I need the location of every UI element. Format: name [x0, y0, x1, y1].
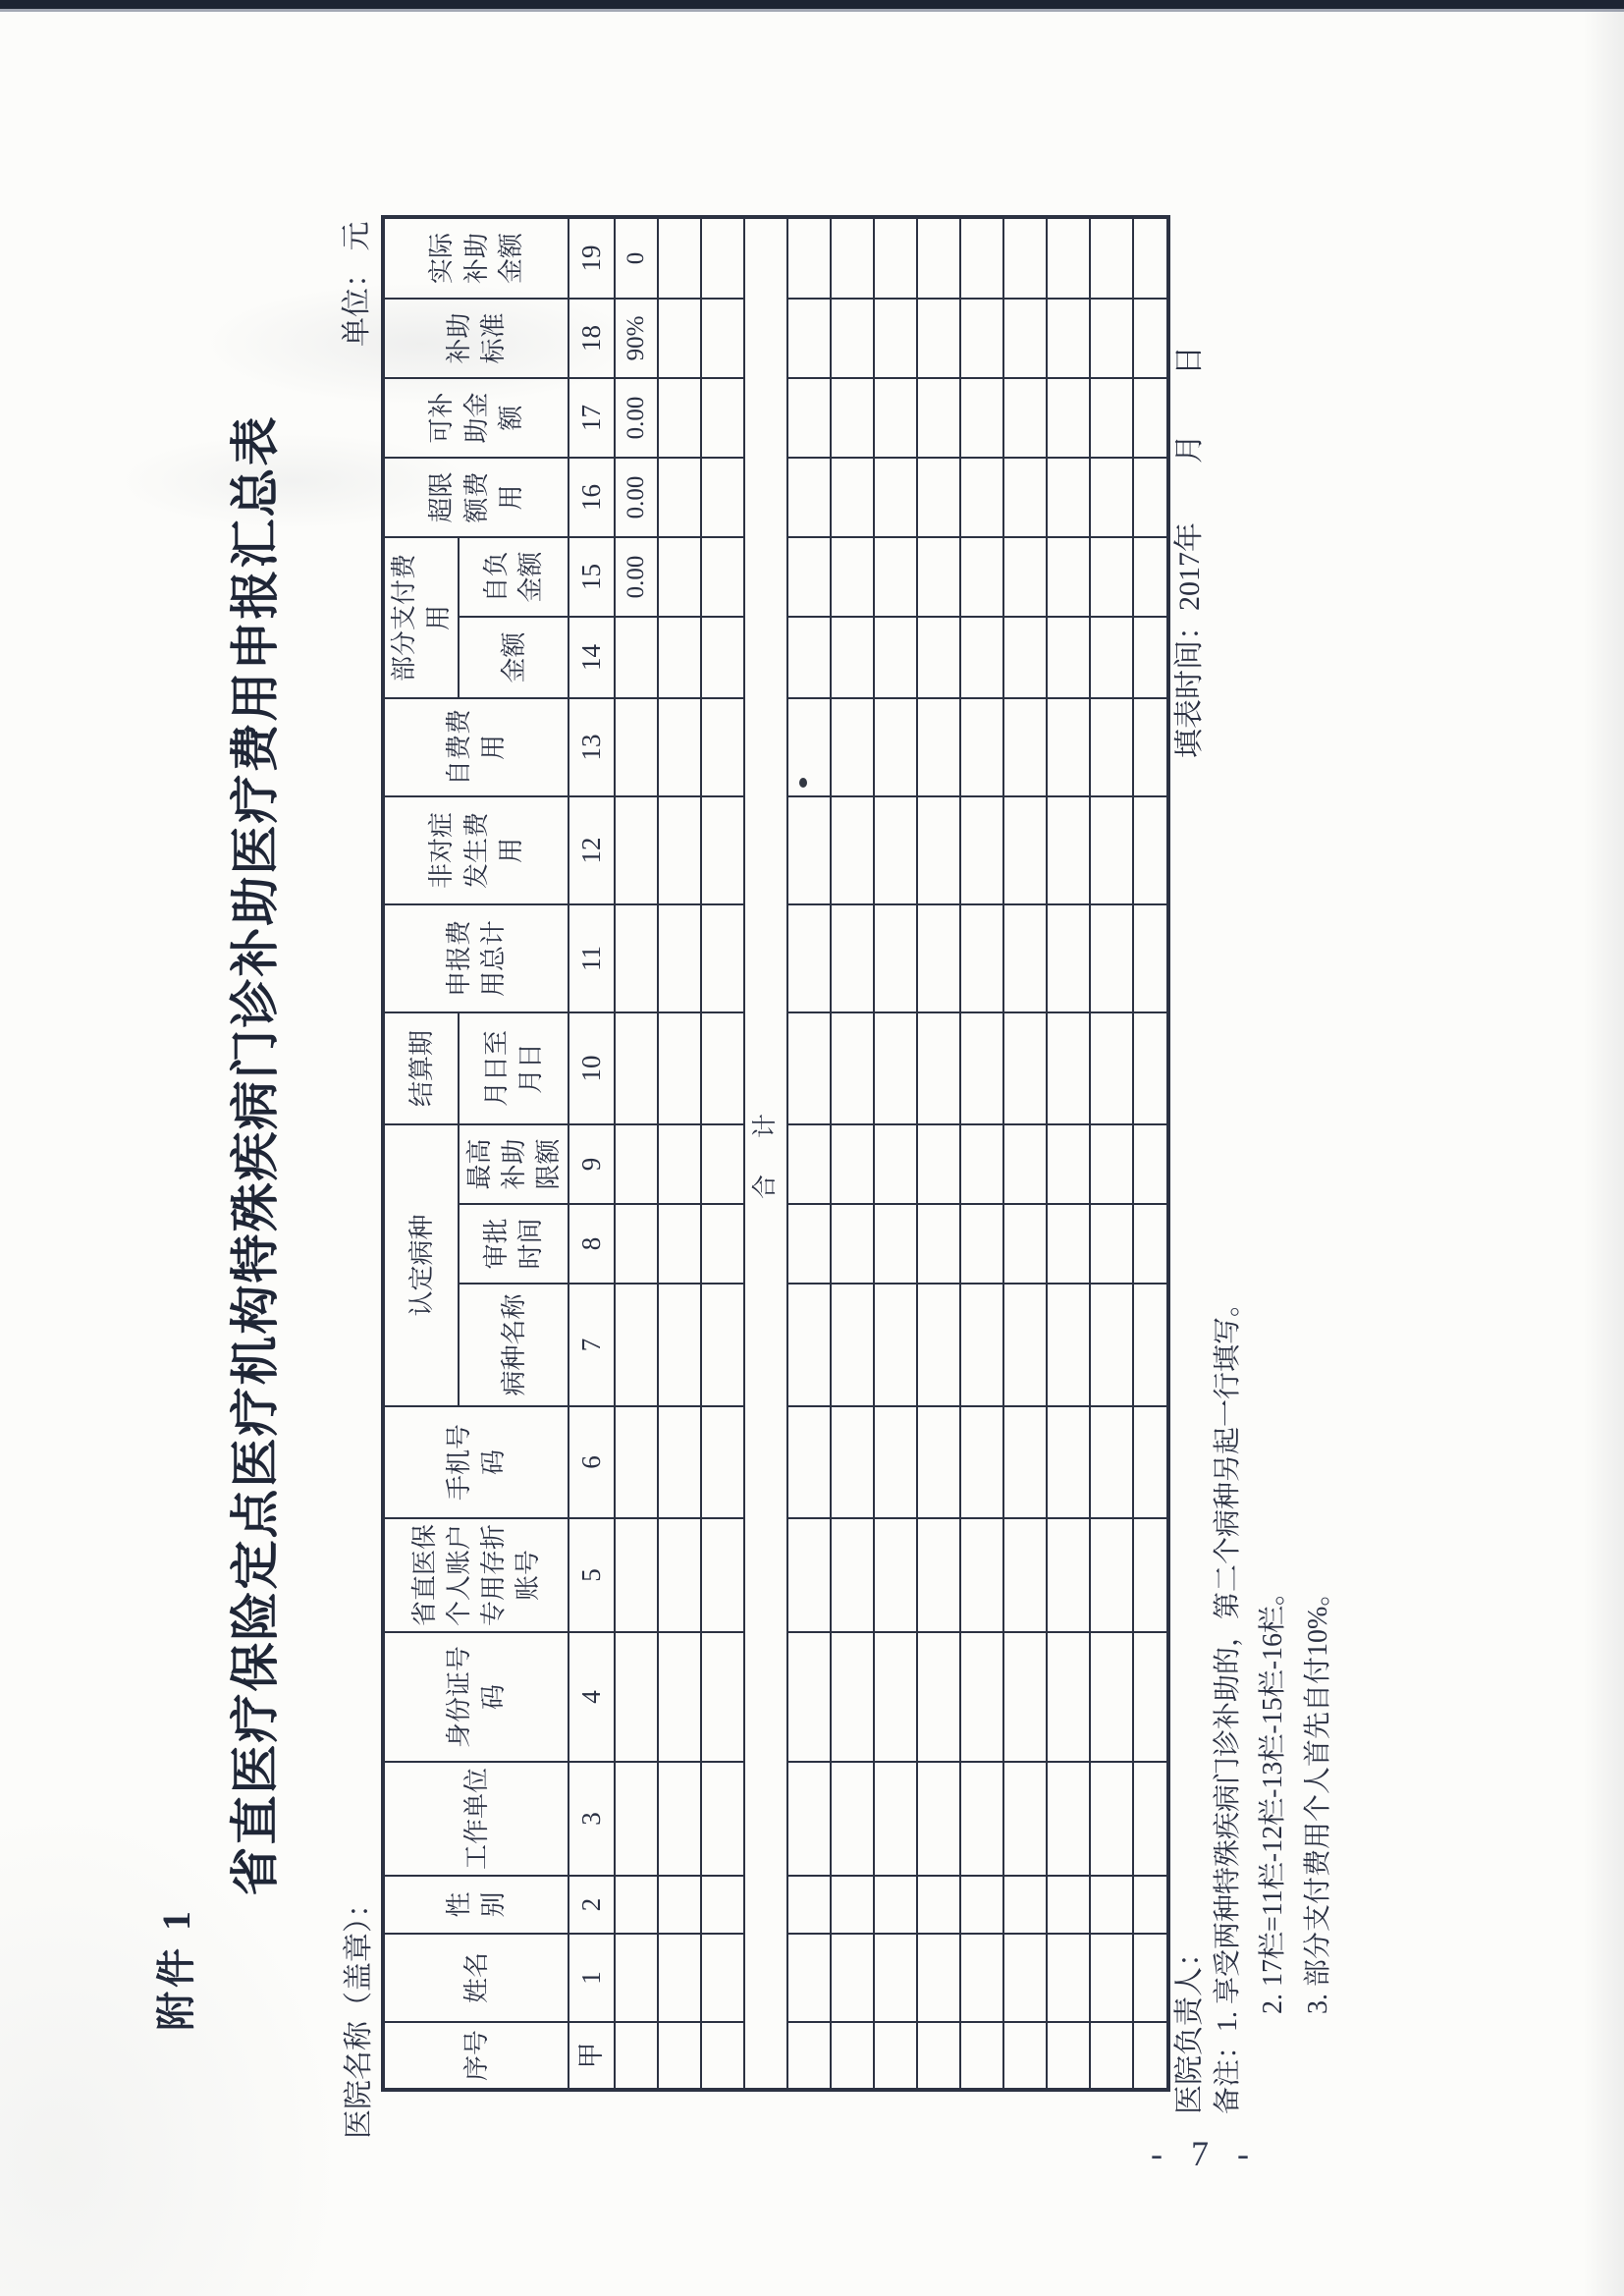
hospital-name-label: 医院名称（盖章）： — [343, 1888, 375, 2139]
header-max-subsidy: 最高补助限额 — [459, 1124, 568, 1204]
table-row — [1047, 217, 1090, 2090]
col-number: 12 — [568, 796, 615, 904]
notes-block — [1206, 1289, 1341, 2114]
header-seq: 序号 — [383, 2022, 568, 2090]
scan-edge-artifact-soft — [0, 9, 1624, 12]
hospital-responsible-label: 医院负责人： — [1173, 1938, 1206, 2114]
header-subsidy-standard: 补助标准 — [383, 299, 568, 378]
cell-actual-subsidy: 0 — [615, 217, 658, 299]
attachment-label: 附件 1 — [154, 1907, 198, 2031]
header-subsidizable: 可补助金额 — [383, 378, 568, 458]
ink-dot-artifact — [799, 778, 807, 788]
header-settlement-group: 结算期 — [383, 1012, 459, 1124]
col-number: 6 — [568, 1406, 615, 1518]
header-actual-subsidy: 实际补助金额 — [383, 217, 568, 299]
header-name: 姓名 — [383, 1934, 568, 2022]
table-row — [831, 217, 874, 2090]
header-row-groups — [383, 217, 459, 2090]
page-number: - 7 - — [1151, 2134, 1259, 2173]
col-number: 3 — [568, 1762, 615, 1876]
col-number: 7 — [568, 1284, 615, 1406]
header-self-pay: 自负金额 — [459, 537, 568, 617]
col-number: 10 — [568, 1012, 615, 1124]
column-number-row — [568, 217, 615, 2090]
total-label: 合 计 — [744, 217, 787, 2090]
header-gender: 性别 — [383, 1876, 568, 1934]
col-number: 2 — [568, 1876, 615, 1934]
table-row-values — [615, 217, 658, 2090]
header-approval-time: 审批时间 — [459, 1204, 568, 1284]
header-over-limit: 超限额费用 — [383, 458, 568, 537]
header-self-funded: 自费费用 — [383, 698, 568, 796]
claims-summary-table — [381, 215, 1170, 2092]
table-row — [701, 217, 744, 2090]
header-amount: 金额 — [459, 617, 568, 698]
cell-subsidy-standard: 90% — [615, 299, 658, 378]
table-row — [1003, 217, 1047, 2090]
col-number: 19 — [568, 217, 615, 299]
col-number: 8 — [568, 1204, 615, 1284]
form-title: 省直医疗保险定点医疗机构特殊疾病门诊补助医疗费用申报汇总表 — [228, 414, 283, 1896]
notes-line: 3. 部分支付费用个人首先自付10%。 — [1303, 1578, 1333, 2014]
table-row — [917, 217, 960, 2090]
table-row — [1090, 217, 1133, 2090]
fill-date-label: 填表时间：2017年 月 日 — [1173, 346, 1206, 758]
col-number: 9 — [568, 1124, 615, 1204]
col-number: 18 — [568, 299, 615, 378]
col-number: 1 — [568, 1934, 615, 2022]
table-row — [658, 217, 701, 2090]
cell-self-pay: 0.00 — [615, 537, 658, 617]
total-row — [744, 217, 787, 2090]
notes-line: 备注：1. 享受两种特殊疾病门诊补助的，第二个病种另起一行填写。 — [1213, 1288, 1243, 2114]
cell-subsidizable: 0.00 — [615, 378, 658, 458]
header-settlement-period: 月日至月日 — [459, 1012, 568, 1124]
header-work-unit: 工作单位 — [383, 1762, 568, 1876]
scan-edge-artifact — [0, 0, 1624, 9]
header-phone: 手机号码 — [383, 1406, 568, 1518]
header-account: 省直医保个人账户专用存折账号 — [383, 1518, 568, 1632]
header-non-symptomatic: 非对症发生费用 — [383, 796, 568, 904]
table-row — [1133, 217, 1168, 2090]
cell-over-limit: 0.00 — [615, 458, 658, 537]
table-row — [960, 217, 1003, 2090]
header-declared-total: 申报费用总计 — [383, 904, 568, 1012]
notes-line: 2. 17栏=11栏-12栏-13栏-15栏-16栏。 — [1258, 1577, 1288, 2014]
col-number: 13 — [568, 698, 615, 796]
table-row — [787, 217, 831, 2090]
table-row — [874, 217, 917, 2090]
col-number: 5 — [568, 1518, 615, 1632]
col-number: 甲 — [568, 2022, 615, 2090]
unit-label: 单位： 元 — [341, 221, 373, 347]
header-disease-name: 病种名称 — [459, 1284, 568, 1406]
col-number: 4 — [568, 1632, 615, 1762]
header-id-number: 身份证号码 — [383, 1632, 568, 1762]
col-number: 14 — [568, 617, 615, 698]
col-number: 17 — [568, 378, 615, 458]
col-number: 15 — [568, 537, 615, 617]
col-number: 11 — [568, 904, 615, 1012]
header-partial-payment-group: 部分支付费用 — [383, 537, 459, 698]
header-disease-group: 认定病种 — [383, 1124, 459, 1406]
col-number: 16 — [568, 458, 615, 537]
